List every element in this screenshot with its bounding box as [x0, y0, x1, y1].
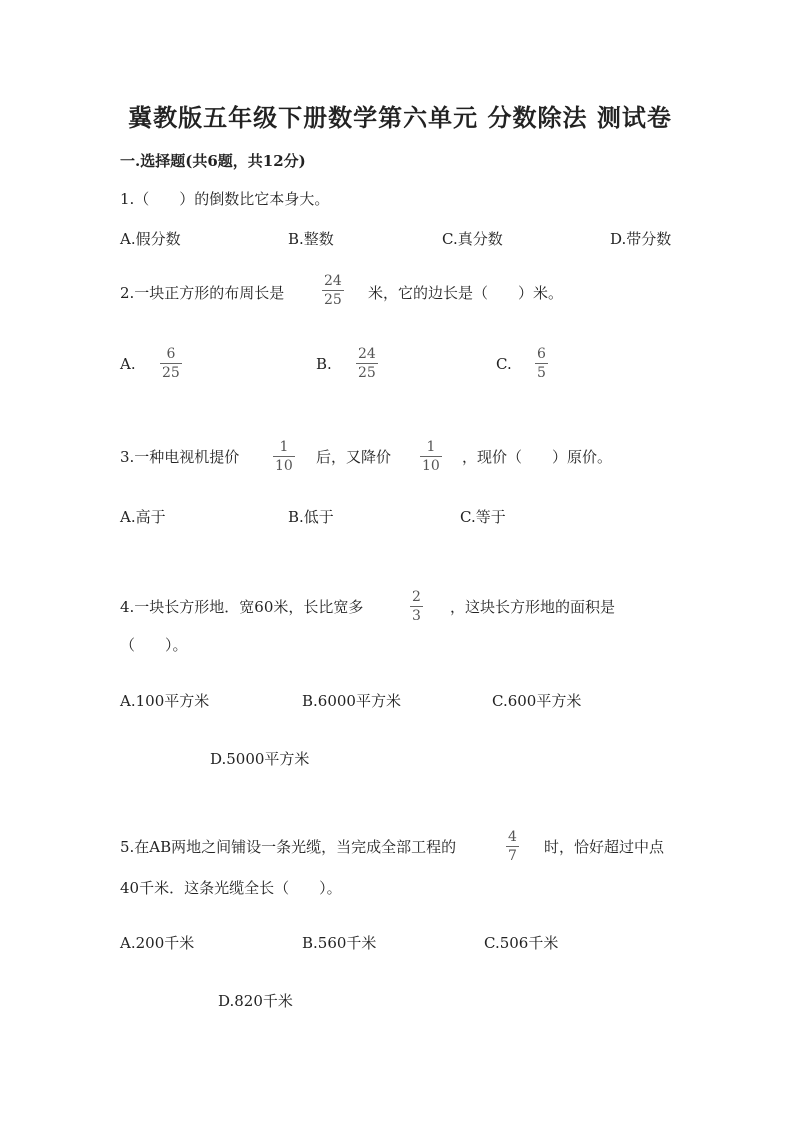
q3-option-c[interactable]: C.等于 — [460, 508, 506, 526]
question-2-text-post: 米，它的边长是（ ）米。 — [368, 284, 564, 302]
q5-fraction — [506, 830, 519, 863]
fraction-numerator: 24 — [324, 273, 342, 289]
q2-option-c-fraction — [535, 347, 548, 380]
q4-option-b[interactable]: B.6000平方米 — [302, 692, 401, 710]
fraction-denominator: 10 — [422, 458, 440, 474]
fraction-denominator: 25 — [162, 365, 180, 381]
q2-option-c[interactable]: C. — [496, 355, 512, 373]
question-4-text-pre: 4.一块长方形地．宽60米，长比宽多 — [120, 598, 364, 616]
q5-option-d[interactable]: D.820千米 — [218, 992, 293, 1010]
q4-option-c[interactable]: C.600平方米 — [492, 692, 582, 710]
q1-option-d[interactable]: D.带分数 — [610, 230, 672, 248]
fraction-numerator: 1 — [279, 439, 289, 455]
fraction-numerator: 2 — [412, 589, 421, 605]
fraction-numerator: 24 — [358, 346, 376, 362]
section-heading: 一.选择题(共6题，共12分) — [120, 152, 306, 170]
fraction-denominator: 3 — [412, 608, 421, 624]
question-3-text-pre: 3.一种电视机提价 — [120, 448, 240, 466]
question-4-text-line2: （ ）。 — [120, 636, 188, 654]
q2-option-b[interactable]: B. — [316, 355, 332, 373]
page-title: 冀教版五年级下册数学第六单元 分数除法 测试卷 — [128, 103, 672, 132]
fraction-denominator: 5 — [537, 365, 546, 381]
question-1-text: 1.（ ）的倒数比它本身大。 — [120, 190, 330, 208]
q3-option-b[interactable]: B.低于 — [288, 508, 334, 526]
q1-option-c[interactable]: C.真分数 — [442, 230, 503, 248]
fraction-denominator: 25 — [358, 365, 376, 381]
q4-fraction — [410, 590, 423, 623]
fraction-denominator: 7 — [508, 848, 517, 864]
q2-option-a[interactable]: A. — [120, 355, 136, 373]
q3-fraction-1 — [273, 440, 295, 473]
q2-option-a-fraction — [160, 347, 182, 380]
q3-option-a[interactable]: A.高于 — [120, 508, 166, 526]
fraction-denominator: 10 — [275, 458, 293, 474]
question-5-text-line2: 40千米．这条光缆全长（ ）。 — [120, 879, 342, 897]
question-3-text-mid: 后，又降价 — [316, 448, 392, 466]
q5-option-b[interactable]: B.560千米 — [302, 934, 377, 952]
fraction-numerator: 6 — [537, 346, 546, 362]
q1-option-b[interactable]: B.整数 — [288, 230, 334, 248]
q4-option-a[interactable]: A.100平方米 — [120, 692, 210, 710]
question-5-text-post: 时，恰好超过中点 — [544, 838, 665, 856]
q4-option-d[interactable]: D.5000平方米 — [210, 750, 310, 768]
fraction-numerator: 1 — [426, 439, 436, 455]
q2-fraction — [322, 274, 344, 307]
q2-option-b-fraction — [356, 347, 378, 380]
question-2-text-pre: 2.一块正方形的布周长是 — [120, 284, 285, 302]
question-3-text-post: ，现价（ ）原价。 — [462, 448, 613, 466]
q5-option-a[interactable]: A.200千米 — [120, 934, 195, 952]
question-4-text-post: ，这块长方形地的面积是 — [450, 598, 616, 616]
q5-option-c[interactable]: C.506千米 — [484, 934, 559, 952]
q1-option-a[interactable]: A.假分数 — [120, 230, 181, 248]
question-5-text-pre: 5.在AB两地之间铺设一条光缆，当完成全部工程的 — [120, 838, 457, 856]
fraction-numerator: 4 — [508, 829, 517, 845]
q3-fraction-2 — [420, 440, 442, 473]
fraction-denominator: 25 — [324, 292, 342, 308]
fraction-numerator: 6 — [166, 346, 176, 362]
